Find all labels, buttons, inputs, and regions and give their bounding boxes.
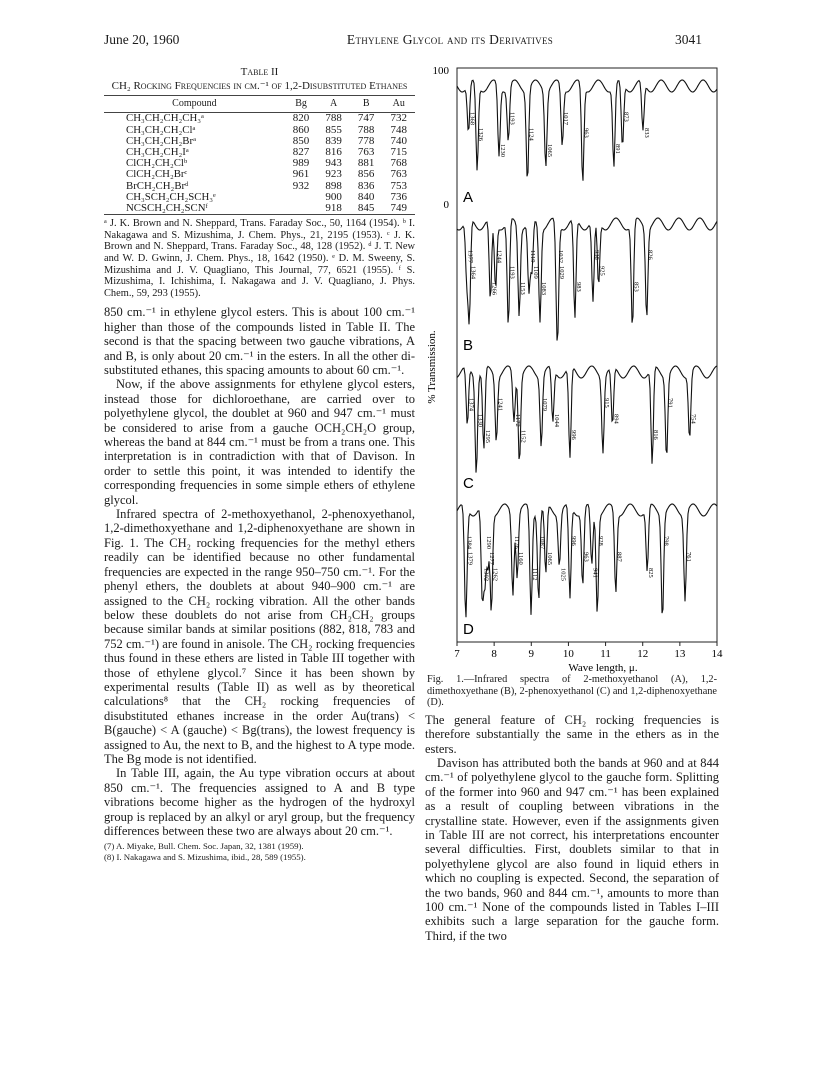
- table-body: [104, 113, 415, 215]
- y-top-label: 100: [432, 65, 449, 77]
- band-label: 1109: [531, 266, 539, 279]
- x-tick-label: 8: [491, 648, 497, 660]
- spectrum-trace-B: [457, 218, 717, 341]
- cell-a: 839: [325, 134, 342, 147]
- band-label: 1065: [545, 552, 553, 565]
- band-label: 915: [602, 398, 610, 408]
- cell-a: 855: [325, 123, 342, 136]
- cell-bg: 961: [292, 168, 310, 181]
- left-body-text: [104, 305, 415, 838]
- band-label: 1025: [559, 568, 567, 581]
- band-label: 1379: [466, 552, 474, 565]
- paragraph: 850 cm.⁻¹ in ethylene glycol esters. This is about 100 cm.⁻¹ higher than those of the compounds listed in Table II. The second is that the spacing between two gauche vibrations, A and B, is only about 20 cm.⁻¹ in the esters. In all the other di-substituted ethanes, this spacing amounts to about 60 cm.⁻¹.: [104, 305, 415, 378]
- band-label: 1044: [552, 414, 560, 427]
- header-page-number: 3041: [675, 32, 702, 47]
- band-label: 887: [615, 552, 623, 562]
- band-label: 1152: [519, 430, 527, 443]
- left-column: [104, 66, 415, 862]
- cell-bg: 860: [292, 123, 310, 136]
- ir-spectra-svg: [421, 62, 721, 674]
- col-header-au: Au: [382, 96, 415, 113]
- cell-au: 753: [390, 179, 407, 192]
- band-label: 754: [689, 414, 697, 424]
- band-label: 1119: [528, 250, 536, 263]
- cell-compound: CH₃CH₂CH₂Iᵃ: [126, 146, 189, 159]
- cell-b: 881: [357, 157, 375, 170]
- band-label: 1384: [465, 536, 473, 549]
- paragraph: Davison has attributed both the bands at 960 and at 844 cm.⁻¹ of polyethylene glycol to the gauche form. Splitting of the former into 960 and 947 cm.⁻¹ has been explained as a result of coupling between vibrations in the crystalline state. However, even if the assignments given in Table III are not correct, his interpretations encounter several difficulties. First, doublets similar to that in polyethylene glycol are also found in liquid ethers in which no coupling is expected. Second, the separation of the two bands, 960 and 844 cm.⁻¹, amounts to more than 100 cm.⁻¹ None of the compounds listed in Tables I–III exhibits such a large separation for the gauche form. Third, if the two: [425, 756, 719, 943]
- cell-compound: CH₃CH₂CH₂Brᵃ: [126, 134, 197, 147]
- table-header-row: [104, 96, 415, 113]
- band-label: 1374: [467, 398, 475, 411]
- cell-a: 816: [325, 146, 342, 159]
- col-header-a: A: [317, 96, 350, 113]
- cell-a: 923: [325, 168, 342, 181]
- band-label: 1290: [484, 536, 492, 549]
- x-tick-label: 12: [637, 648, 649, 660]
- band-label: 894: [612, 414, 620, 424]
- band-label: 798: [662, 536, 670, 546]
- band-label: 791: [666, 398, 674, 408]
- spectra-traces: [457, 68, 717, 642]
- cell-b: 788: [357, 123, 375, 136]
- band-label: 816: [652, 430, 660, 440]
- band-label: 1364: [469, 266, 477, 279]
- band-label: 928: [597, 536, 605, 546]
- band-label: 925: [598, 266, 606, 276]
- cell-au: 748: [390, 123, 407, 136]
- references: [104, 841, 415, 862]
- cell-compound: ClCH₂CH₂Brᶜ: [126, 168, 188, 181]
- band-label: 1377: [466, 250, 474, 263]
- cell-a: 788: [325, 112, 342, 125]
- ir-spectra-figure: [421, 62, 721, 674]
- cell-bg: 932: [292, 179, 310, 192]
- cell-b: 763: [357, 146, 375, 159]
- band-label: 1277: [487, 552, 495, 565]
- reference-item: (7) A. Miyake, Bull. Chem. Soc. Japan, 32, 1381 (1959).: [104, 841, 304, 852]
- cell-b: 747: [357, 112, 375, 125]
- panel-label-D: D: [463, 621, 474, 638]
- cell-au: 732: [390, 112, 407, 125]
- col-header-compound: Compound: [104, 96, 285, 113]
- band-label: 1153: [519, 282, 527, 295]
- band-label: 1266: [490, 282, 498, 295]
- band-label: 1193: [508, 266, 516, 279]
- col-header-b: B: [350, 96, 383, 113]
- x-tick-label: 14: [711, 648, 723, 660]
- cell-a: 918: [325, 202, 342, 215]
- cell-b: 856: [357, 168, 375, 181]
- band-label: 1262: [491, 568, 499, 581]
- right-body-text: [425, 713, 719, 944]
- band-label: 1295: [483, 430, 491, 443]
- band-label: 1172: [513, 414, 521, 427]
- band-label: 963: [582, 128, 590, 138]
- header-title: Ethylene Glycol and its Derivatives: [346, 32, 554, 47]
- reference-item: (8) I. Nakagawa and S. Mizushima, ibid., 28, 589 (1955).: [104, 851, 306, 862]
- band-label: 1241: [496, 398, 504, 411]
- band-label: 891: [613, 144, 621, 154]
- cell-b: 778: [357, 134, 375, 147]
- x-tick-label: 9: [528, 648, 535, 660]
- band-label: 1326: [477, 128, 485, 141]
- col-header-bg: Bg: [285, 96, 318, 113]
- cell-a: 898: [325, 179, 342, 192]
- cell-au: 736: [390, 190, 407, 203]
- cell-bg: 850: [292, 134, 310, 147]
- cell-bg: 820: [292, 112, 310, 125]
- y-axis-label: % Transmission.: [426, 330, 438, 404]
- band-label: 1230: [499, 144, 506, 157]
- cell-au: 749: [390, 202, 407, 215]
- band-label: 1368: [468, 112, 476, 125]
- table-row: [104, 169, 415, 180]
- cell-a: 943: [325, 157, 342, 170]
- x-axis-label: Wave length, μ.: [568, 662, 638, 674]
- band-label: 941: [591, 568, 599, 578]
- header-date: June 20, 1960: [104, 32, 180, 47]
- band-label: 983: [574, 282, 582, 292]
- band-label: 1029: [558, 266, 565, 279]
- cell-compound: CH₃SCH₂CH₂SCH₃ᵉ: [126, 190, 216, 203]
- cell-au: 715: [390, 146, 407, 159]
- band-label: 996: [569, 536, 577, 546]
- band-label: 1017: [562, 112, 570, 125]
- band-label: 1244: [495, 250, 503, 263]
- cell-b: 840: [357, 190, 375, 203]
- band-label: 1160: [517, 552, 525, 565]
- band-label: 938: [593, 250, 600, 260]
- band-label: 1112: [531, 568, 538, 581]
- band-label: 825: [647, 568, 655, 578]
- band-label: 1083: [540, 282, 547, 295]
- cell-bg: 827: [292, 146, 310, 159]
- spectrum-trace-C: [457, 366, 717, 473]
- cell-a: 900: [325, 190, 342, 203]
- panel-label-C: C: [463, 475, 474, 492]
- y-zero-label: 0: [443, 199, 449, 211]
- right-column: [421, 62, 721, 943]
- cell-au: 768: [390, 157, 407, 170]
- band-label: 1079: [541, 398, 549, 411]
- paragraph: The general feature of CH₂ rocking frequencies is therefore substantially the same in the ethers as in the esters.: [425, 712, 719, 756]
- band-label: 1302: [482, 568, 490, 581]
- cell-au: 763: [390, 168, 407, 181]
- cell-bg: [285, 203, 318, 215]
- figure-caption: Fig. 1.—Infrared spectra of 2-methoxyethanol (A), 1,2-dimethoxyethane (B), 2-phenoxyethanol (C) and 1,2-diphenoxyethane (D).: [427, 674, 717, 709]
- cell-compound: CH₃CH₂CH₂CH₃ᵃ: [126, 112, 205, 125]
- x-tick-label: 11: [600, 648, 611, 660]
- band-label: 963: [582, 552, 590, 562]
- cell-b: 845: [357, 202, 375, 215]
- cell-au: 740: [390, 134, 407, 147]
- band-label: 853: [632, 282, 640, 292]
- x-tick-label: 7: [454, 648, 460, 660]
- x-tick-label: 13: [674, 648, 686, 660]
- band-label: 996: [569, 430, 577, 440]
- paragraph: In Table III, again, the Au type vibration occurs at about 850 cm.⁻¹. The frequencies assigned to A and B type vibrations become higher as the hydrogen of the hydroxyl group is replaced by an alkyl or aryl group, but the frequency differences between these two are always about 20 cm.⁻¹.: [104, 766, 415, 839]
- x-tick-labels: [454, 642, 723, 660]
- band-label: 1176: [512, 536, 520, 549]
- cell-compound: CH₃CH₂CH₂Clᵃ: [126, 123, 196, 136]
- band-label: 833: [642, 128, 650, 138]
- band-label: 826: [646, 250, 654, 260]
- band-label: 1087: [538, 536, 546, 549]
- paragraph: Infrared spectra of 2-methoxyethanol, 2-phenoxyethanol, 1,2-dimethoxyethane and 1,2-diphenoxyethane are shown in Fig. 1. The CH₂ rocking frequencies for the methyl ethers readily can be identified because no other fundamental frequencies are expected in the range 950–750 cm.⁻¹. For the phenyl ethers, the doublets at about 940–900 cm.⁻¹ are assigned to the CH₂ rocking vibration. All the other bands below these doublets do not arise from CH₂CH₂ groups because similar bands at similar positions (882, 818, 783 and 752 cm.⁻¹) are found in anisole. The CH₂ rocking frequencies thus found in these ethers are listed in Table III together with those of ethylene glycol.⁷ Since it has been shown by experimental results (Table II) as well as by theoretical calculations⁸ that the CH₂ rocking frequencies of disubstituted ethanes increase in the order Au(trans) < B(gauche) < A (gauche) < Bg(trans), the lowest frequency is assigned to Au, the next to B, and the highest to A type mode. The Bg mode is not identified.: [104, 507, 415, 766]
- band-label: 1124: [527, 128, 535, 141]
- cell-b: 836: [357, 179, 375, 192]
- table-row: [104, 203, 415, 215]
- band-label: 873: [622, 112, 630, 122]
- cell-bg: [285, 192, 318, 203]
- x-tick-label: 10: [562, 648, 574, 660]
- band-label: 1193: [508, 112, 516, 125]
- table-title: Table II: [240, 66, 279, 78]
- cell-compound: NCSCH₂CH₂SCNᶠ: [126, 202, 208, 215]
- cell-compound: ClCH₂CH₂Clᵇ: [126, 157, 188, 170]
- panel-label-B: B: [463, 337, 474, 354]
- cell-bg: 989: [292, 157, 310, 170]
- band-label: 1065: [545, 144, 553, 157]
- cell-compound: BrCH₂CH₂Brᵈ: [126, 179, 189, 192]
- rocking-frequency-table: [104, 95, 415, 215]
- paragraph: Now, if the above assignments for ethylene glycol esters, instead those for dichloroethane, are carried over to polyethylene glycol, the doublet at 960 and 947 cm.⁻¹ must be considered to arise from a gauche OCH₂CH₂O group, whereas the band at 844 cm.⁻¹ must be from a trans one. This interpretation is in contradiction with that of Davison. In order to settle this point, it was intended to identify the corresponding frequencies in some simple ethers of ethylene glycol.: [104, 377, 415, 507]
- table-footnotes: ᵃ J. K. Brown and N. Sheppard, Trans. Faraday Soc., 50, 1164 (1954). ᵇ I. Nakagawa and S. Mizushima, J. Chem. Phys., 21, 2195 (1953). ᶜ J. K. Brown and N. Sheppard, Trans. Faraday Soc., 48, 128 (1952). ᵈ J. T. New and W. D. Gwinn, J. Chem. Phys., 18, 1642 (1950). ᵉ D. M. Sweeny, S. Mizushima and J. V. Quagliano, This Journal, 77, 6521 (1955). ᶠ S. Mizushima, I. Ichishima, I. Nakagawa and J. V. Quagliano, J. Phys. Chem., 59, 293 (1955).: [104, 218, 415, 299]
- band-label: 761: [685, 552, 693, 562]
- band-label: 1330: [476, 414, 484, 427]
- table-row: [104, 113, 415, 125]
- table-caption: CH₂ Rocking Frequencies in cm.⁻¹ of 1,2-Disubstituted Ethanes: [111, 80, 408, 92]
- panel-label-A: A: [463, 189, 474, 206]
- band-label: 1032: [556, 250, 564, 263]
